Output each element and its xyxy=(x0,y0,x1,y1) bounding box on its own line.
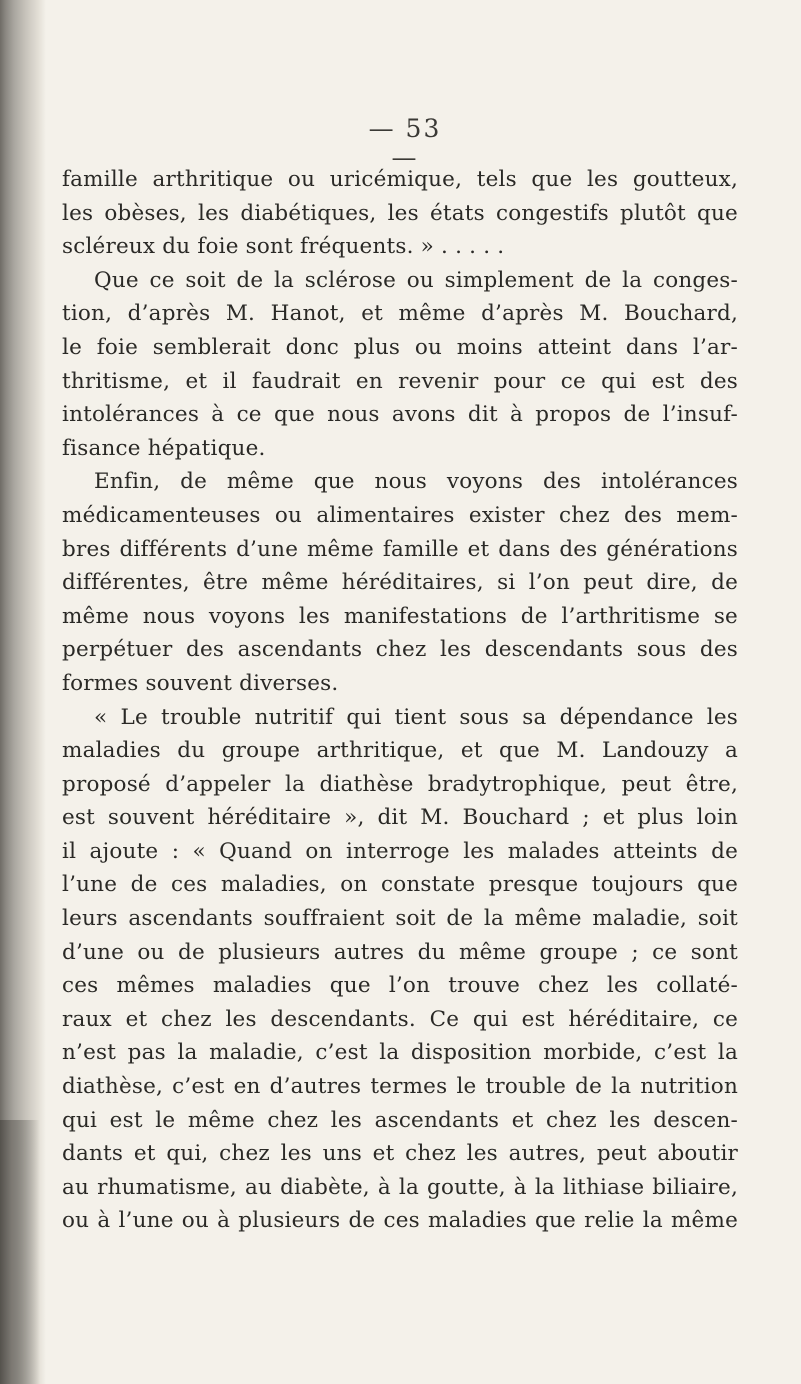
text-line: qui est le même chez les ascendants et chez les descen- xyxy=(62,1107,738,1133)
text-line: n’est pas la maladie, c’est la disposition morbide, c’est la xyxy=(62,1040,738,1066)
text-line: même nous voyons les manifestations de l’arthritisme se xyxy=(62,603,738,629)
text-line: dants et qui, chez les uns et chez les autres, peut aboutir xyxy=(62,1141,738,1167)
text-line: d’une ou de plusieurs autres du même groupe ; ce sont xyxy=(62,939,738,965)
body-text xyxy=(62,163,738,1238)
text-line: Enfin, de même que nous voyons des intolérances xyxy=(94,469,738,495)
text-line: diathèse, c’est en d’autres termes le trouble de la nutrition xyxy=(62,1074,738,1100)
text-line: au rhumatisme, au diabète, à la goutte, à la lithiase biliaire, xyxy=(62,1174,738,1200)
text-line: intolérances à ce que nous avons dit à propos de l’insuf- xyxy=(62,402,738,428)
text-line: ces mêmes maladies que l’on trouve chez les collaté- xyxy=(62,973,738,999)
text-line: perpétuer des ascendants chez les descendants sous des xyxy=(62,637,738,663)
text-line: fisance hépatique. xyxy=(62,435,266,461)
text-line: thritisme, et il faudrait en revenir pour ce qui est des xyxy=(62,368,738,394)
text-line: formes souvent diverses. xyxy=(62,670,339,696)
text-line: maladies du groupe arthritique, et que M. Landouzy a xyxy=(62,738,738,764)
text-line: le foie semblerait donc plus ou moins atteint dans l’ar- xyxy=(62,334,738,360)
text-line: est souvent héréditaire », dit M. Bouchard ; et plus loin xyxy=(62,805,738,831)
text-line: bres différents d’une même famille et dans des générations xyxy=(62,536,738,562)
text-line: ou à l’une ou à plusieurs de ces maladies que relie la même xyxy=(62,1208,738,1234)
page-number: — 53 — xyxy=(368,114,442,172)
text-line: les obèses, les diabétiques, les états congestifs plutôt que xyxy=(62,200,738,226)
text-line: leurs ascendants souffraient soit de la même maladie, soit xyxy=(62,906,738,932)
text-line: différentes, être même héréditaires, si l’on peut dire, de xyxy=(62,570,738,596)
text-line: médicamenteuses ou alimentaires exister chez des mem- xyxy=(62,502,738,528)
text-line: tion, d’après M. Hanot, et même d’après M. Bouchard, xyxy=(62,301,738,327)
text-line: raux et chez les descendants. Ce qui est héréditaire, ce xyxy=(62,1006,738,1032)
text-line: Que ce soit de la sclérose ou simplement de la conges- xyxy=(94,267,738,293)
text-line: proposé d’appeler la diathèse bradytrophique, peut être, xyxy=(62,771,738,797)
text-line: l’une de ces maladies, on constate presque toujours que xyxy=(62,872,738,898)
text-line: « Le trouble nutritif qui tient sous sa dépendance les xyxy=(94,704,738,730)
page-binding-shadow-lower xyxy=(0,1120,40,1384)
text-line: scléreux du foie sont fréquents. » . . . . . xyxy=(62,234,505,260)
text-line: il ajoute : « Quand on interroge les malades atteints de xyxy=(62,838,738,864)
text-line: famille arthritique ou uricémique, tels que les goutteux, xyxy=(62,167,738,192)
